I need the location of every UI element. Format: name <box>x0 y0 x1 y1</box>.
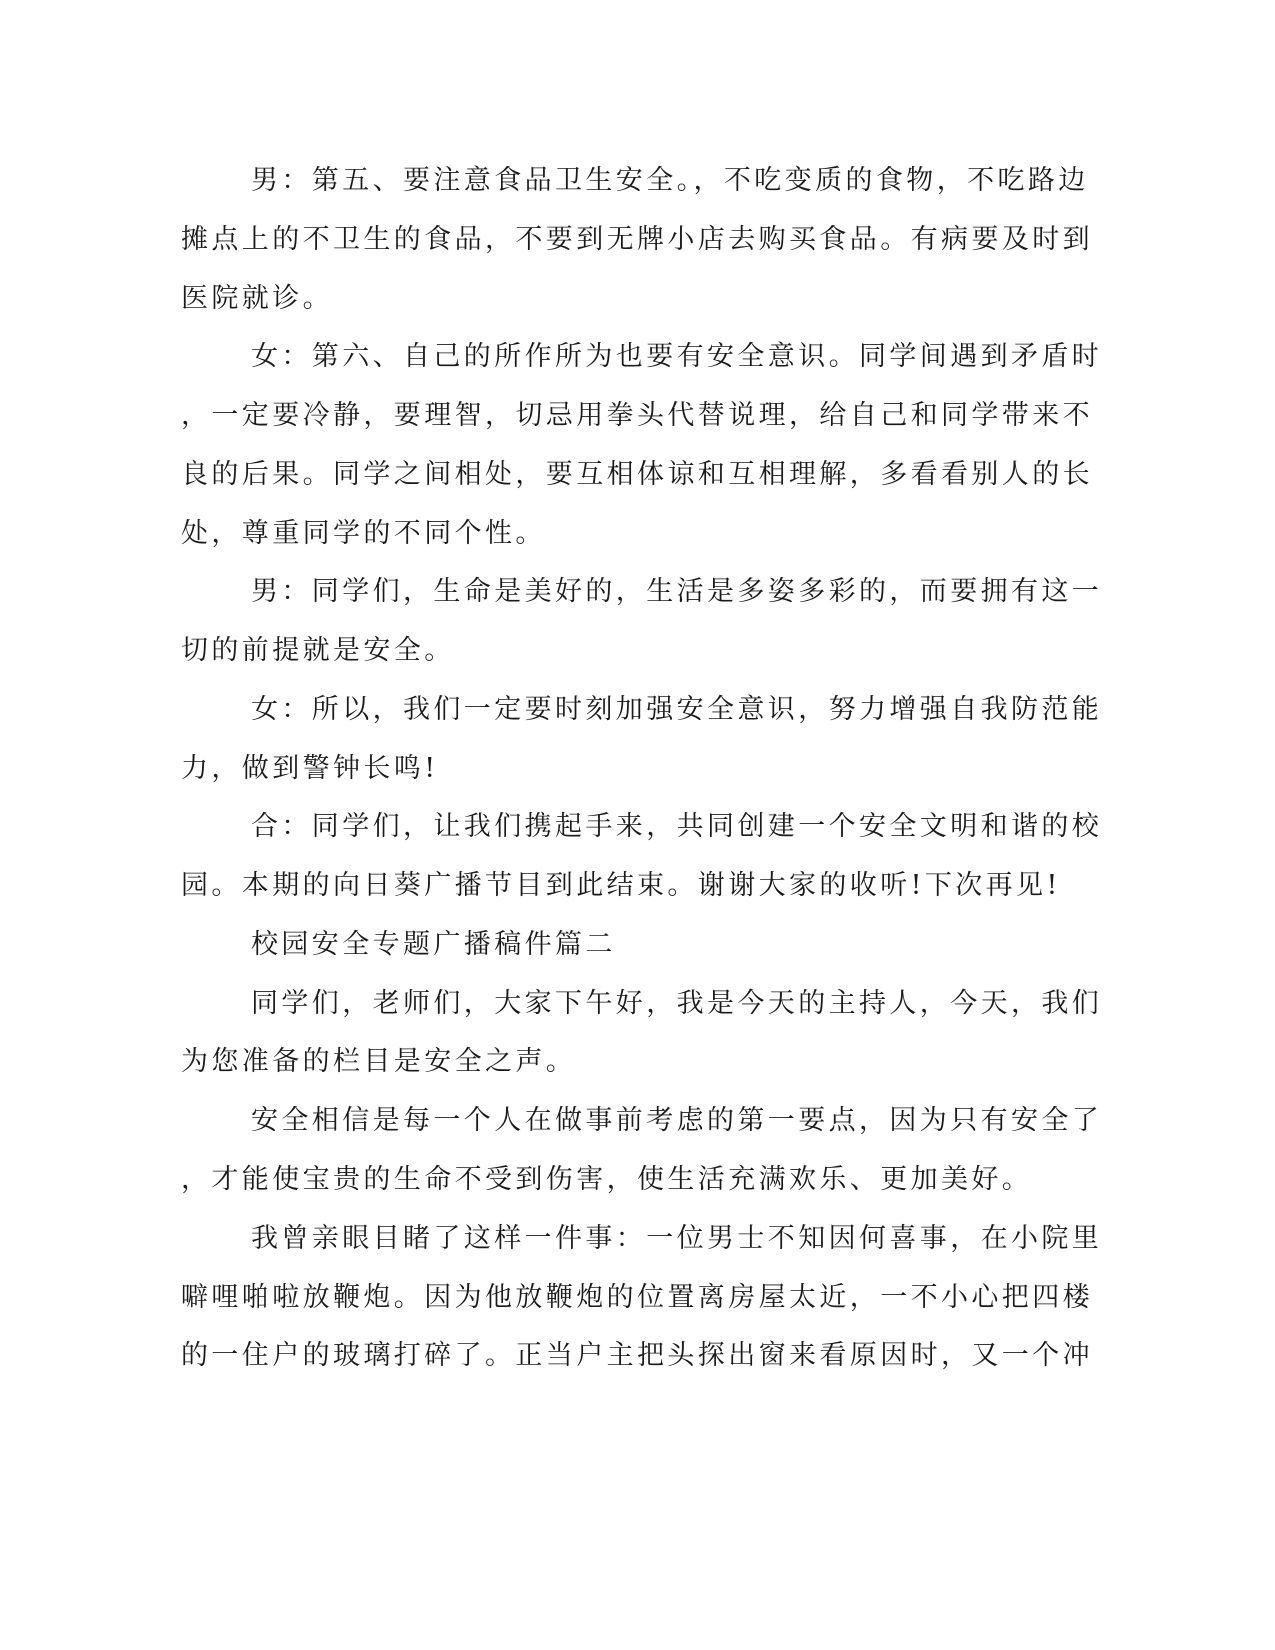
text-line: 良的后果。同学之间相处，要互相体谅和互相理解，多看看别人的长 <box>181 459 1093 490</box>
section-heading: 校园安全专题广播稿件篇二 <box>251 929 616 960</box>
text-line: ，一定要冷静，要理智，切忌用拳头代替说理，给自己和同学带来不 <box>181 400 1093 431</box>
text-line: 合：同学们，让我们携起手来，共同创建一个安全文明和谐的校 <box>251 811 1103 842</box>
text-line: 的一住户的玻璃打碎了。正当户主把头探出窗来看原因时，又一个冲 <box>181 1340 1093 1371</box>
text-line: 园。本期的向日葵广播节目到此结束。谢谢大家的收听!下次再见! <box>181 870 1061 901</box>
text-line: 为您准备的栏目是安全之声。 <box>181 1046 577 1077</box>
text-line: 安全相信是每一个人在做事前考虑的第一要点，因为只有安全了 <box>251 1105 1103 1136</box>
text-line: 切的前提就是安全。 <box>181 635 455 666</box>
text-line: 噼哩啪啦放鞭炮。因为他放鞭炮的位置离房屋太近，一不小心把四楼 <box>181 1282 1093 1313</box>
text-line: ，才能使宝贵的生命不受到伤害，使生活充满欢乐、更加美好。 <box>181 1164 1033 1195</box>
text-line: 男：第五、要注意食品卫生安全。，不吃变质的食物，不吃路边 <box>251 165 1089 196</box>
text-line: 处，尊重同学的不同个性。 <box>181 518 546 549</box>
text-line: 力，做到警钟长鸣! <box>181 753 439 784</box>
text-line: 女：第六、自己的所作所为也要有安全意识。同学间遇到矛盾时 <box>251 341 1103 372</box>
text-line: 女：所以，我们一定要时刻加强安全意识，努力增强自我防范能 <box>251 694 1103 725</box>
text-line: 同学们，老师们，大家下午好，我是今天的主持人，今天，我们 <box>251 988 1103 1019</box>
text-line: 我曾亲眼目睹了这样一件事：一位男士不知因何喜事，在小院里 <box>251 1223 1103 1254</box>
text-line: 摊点上的不卫生的食品，不要到无牌小店去购买食品。有病要及时到 <box>181 224 1093 255</box>
text-line: 医院就诊。 <box>181 283 333 314</box>
text-line: 男：同学们，生命是美好的，生活是多姿多彩的，而要拥有这一 <box>251 576 1103 607</box>
